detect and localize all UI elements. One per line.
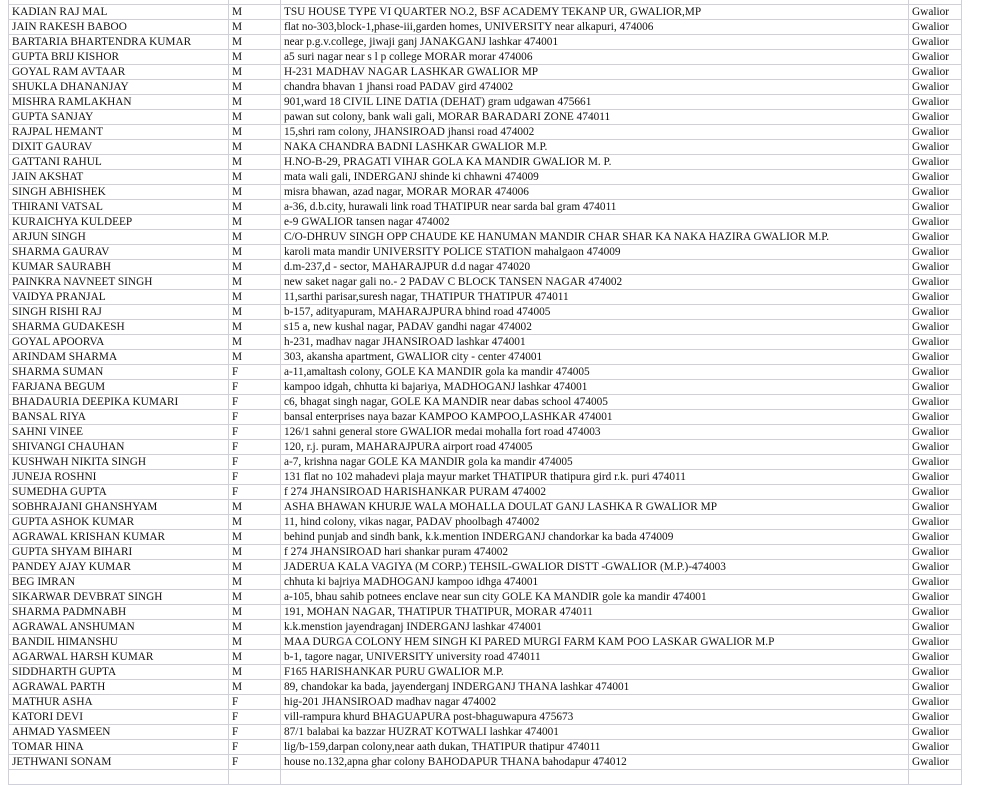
cell-name[interactable]: SIDDHARTH GUPTA — [9, 665, 229, 680]
cell-name[interactable]: AGRAWAL PARTH — [9, 680, 229, 695]
table-row — [9, 50, 962, 65]
table-row — [9, 485, 962, 500]
cell-gender[interactable]: F — [229, 470, 281, 485]
cell-name[interactable]: MATHUR ASHA — [9, 695, 229, 710]
cell-gender[interactable]: M — [229, 110, 281, 125]
cell-city[interactable]: Gwalior — [909, 620, 962, 635]
cell-address[interactable]: 11,sarthi parisar,suresh nagar, THATIPUR THATIPUR 474011 — [281, 290, 909, 305]
table-row — [9, 380, 962, 395]
cell-city[interactable]: Gwalior — [909, 650, 962, 665]
cell-address[interactable]: 126/1 sahni general store GWALIOR medai mohalla fort road 474003 — [281, 425, 909, 440]
cell-city[interactable]: Gwalior — [909, 275, 962, 290]
cell-name[interactable]: AHMAD YASMEEN — [9, 725, 229, 740]
cell-name[interactable]: BARTARIA BHARTENDRA KUMAR — [9, 35, 229, 50]
cell-gender[interactable]: M — [229, 185, 281, 200]
table-row — [9, 170, 962, 185]
cell-address[interactable]: e-9 GWALIOR tansen nagar 474002 — [281, 215, 909, 230]
cell-city[interactable]: Gwalior — [909, 290, 962, 305]
table-body — [9, 0, 962, 785]
cell-city[interactable]: Gwalior — [909, 365, 962, 380]
cell-city[interactable] — [909, 770, 962, 785]
cell-name[interactable]: VAIDYA PRANJAL — [9, 290, 229, 305]
cell-address[interactable]: chandra bhavan 1 jhansi road PADAV gird 474002 — [281, 80, 909, 95]
table-row — [9, 215, 962, 230]
cell-address[interactable]: d.m-237,d - sector, MAHARAJPUR d.d nagar 474020 — [281, 260, 909, 275]
table-row — [9, 230, 962, 245]
cell-name[interactable]: JAIN AKSHAT — [9, 170, 229, 185]
cell-name[interactable]: GOYAL RAM AVTAAR — [9, 65, 229, 80]
table-row — [9, 155, 962, 170]
cell-address[interactable]: pawan sut colony, bank wali gali, MORAR BARADARI ZONE 474011 — [281, 110, 909, 125]
cell-city[interactable]: Gwalior — [909, 515, 962, 530]
cell-city[interactable]: Gwalior — [909, 740, 962, 755]
cell-address[interactable]: a-7, krishna nagar GOLE KA MANDIR gola ka mandir 474005 — [281, 455, 909, 470]
cell-name[interactable]: SHIVANGI CHAUHAN — [9, 440, 229, 455]
cell-address[interactable]: a-105, bhau sahib potnees enclave near sun city GOLE KA MANDIR gole ka mandir 474001 — [281, 590, 909, 605]
table-row — [9, 275, 962, 290]
table-row — [9, 65, 962, 80]
cell-address[interactable]: new saket nagar gali no.- 2 PADAV C BLOCK TANSEN NAGAR 474002 — [281, 275, 909, 290]
cell-name[interactable]: SINGH ABHISHEK — [9, 185, 229, 200]
cell-gender[interactable]: F — [229, 725, 281, 740]
cell-gender[interactable]: M — [229, 290, 281, 305]
cell-name[interactable]: KUSHWAH NIKITA SINGH — [9, 455, 229, 470]
cell-address[interactable]: TSU HOUSE TYPE VI QUARTER NO.2, BSF ACADEMY TEKANP UR, GWALIOR,MP — [281, 5, 909, 20]
cell-city[interactable]: Gwalior — [909, 440, 962, 455]
table-row — [9, 245, 962, 260]
cell-city[interactable]: Gwalior — [909, 560, 962, 575]
cell-address[interactable]: H-231 MADHAV NAGAR LASHKAR GWALIOR MP — [281, 65, 909, 80]
cell-city[interactable]: Gwalior — [909, 185, 962, 200]
cell-city[interactable]: Gwalior — [909, 200, 962, 215]
cell-name[interactable]: GOYAL APOORVA — [9, 335, 229, 350]
cell-gender[interactable]: F — [229, 380, 281, 395]
cell-name[interactable]: AGARWAL HARSH KUMAR — [9, 650, 229, 665]
table-row — [9, 125, 962, 140]
cell-gender[interactable]: F — [229, 485, 281, 500]
table-row — [9, 335, 962, 350]
cell-gender[interactable]: F — [229, 425, 281, 440]
cell-name[interactable]: PAINKRA NAVNEET SINGH — [9, 275, 229, 290]
cell-gender[interactable]: M — [229, 575, 281, 590]
table-row — [9, 740, 962, 755]
cell-city[interactable]: Gwalior — [909, 35, 962, 50]
cell-gender[interactable]: F — [229, 740, 281, 755]
cell-city[interactable]: Gwalior — [909, 665, 962, 680]
table-row — [9, 260, 962, 275]
cell-city[interactable]: Gwalior — [909, 170, 962, 185]
cell-gender[interactable]: F — [229, 695, 281, 710]
cell-gender[interactable]: M — [229, 335, 281, 350]
cell-gender[interactable]: M — [229, 530, 281, 545]
cell-address[interactable]: 120, r.j. puram, MAHARAJPURA airport road 474005 — [281, 440, 909, 455]
table-row — [9, 185, 962, 200]
cell-gender[interactable]: M — [229, 605, 281, 620]
cell-name[interactable]: TOMAR HINA — [9, 740, 229, 755]
cell-gender[interactable]: M — [229, 35, 281, 50]
table-row — [9, 455, 962, 470]
cell-city[interactable]: Gwalior — [909, 140, 962, 155]
cell-city[interactable]: Gwalior — [909, 305, 962, 320]
cell-address[interactable]: misra bhawan, azad nagar, MORAR MORAR 474006 — [281, 185, 909, 200]
table-row — [9, 575, 962, 590]
cell-city[interactable]: Gwalior — [909, 455, 962, 470]
table-row — [9, 110, 962, 125]
cell-address[interactable]: behind punjab and sindh bank, k.k.mention INDERGANJ chandorkar ka bada 474009 — [281, 530, 909, 545]
cell-city[interactable]: Gwalior — [909, 545, 962, 560]
cell-name[interactable]: SHARMA GAURAV — [9, 245, 229, 260]
cell-gender[interactable]: M — [229, 125, 281, 140]
table-row — [9, 725, 962, 740]
cell-city[interactable]: Gwalior — [909, 155, 962, 170]
cell-name[interactable]: SIKARWAR DEVBRAT SINGH — [9, 590, 229, 605]
cell-gender[interactable]: M — [229, 680, 281, 695]
cell-city[interactable]: Gwalior — [909, 710, 962, 725]
cell-city[interactable]: Gwalior — [909, 395, 962, 410]
cell-name[interactable]: GUPTA BRIJ KISHOR — [9, 50, 229, 65]
table-row — [9, 590, 962, 605]
cell-city[interactable]: Gwalior — [909, 410, 962, 425]
cell-name[interactable]: AGRAWAL ANSHUMAN — [9, 620, 229, 635]
cell-name[interactable]: ARINDAM SHARMA — [9, 350, 229, 365]
cell-address[interactable]: mata wali gali, INDERGANJ shinde ki chhawni 474009 — [281, 170, 909, 185]
cell-address[interactable]: c6, bhagat singh nagar, GOLE KA MANDIR near dabas school 474005 — [281, 395, 909, 410]
cell-name[interactable]: KUMAR SAURABH — [9, 260, 229, 275]
cell-gender[interactable]: F — [229, 395, 281, 410]
table-row — [9, 440, 962, 455]
cell-gender[interactable]: M — [229, 650, 281, 665]
cell-address[interactable]: H.NO-B-29, PRAGATI VIHAR GOLA KA MANDIR GWALIOR M. P. — [281, 155, 909, 170]
cell-gender[interactable]: M — [229, 215, 281, 230]
cell-address[interactable]: h-231, madhav nagar JHANSIROAD lashkar 474001 — [281, 335, 909, 350]
table-row — [9, 470, 962, 485]
cell-city[interactable]: Gwalior — [909, 245, 962, 260]
cell-city[interactable]: Gwalior — [909, 635, 962, 650]
cell-address[interactable]: NAKA CHANDRA BADNI LASHKAR GWALIOR M.P. — [281, 140, 909, 155]
cell-name[interactable]: SINGH RISHI RAJ — [9, 305, 229, 320]
cell-gender[interactable]: M — [229, 305, 281, 320]
cell-city[interactable]: Gwalior — [909, 110, 962, 125]
table-row — [9, 200, 962, 215]
table-row — [9, 620, 962, 635]
cell-name[interactable]: THIRANI VATSAL — [9, 200, 229, 215]
cell-name[interactable]: AGRAWAL KRISHAN KUMAR — [9, 530, 229, 545]
cell-name[interactable]: SHARMA SUMAN — [9, 365, 229, 380]
cell-address[interactable]: F165 HARISHANKAR PURU GWALIOR M.P. — [281, 665, 909, 680]
cell-city[interactable]: Gwalior — [909, 590, 962, 605]
cell-address[interactable]: f 274 JHANSIROAD hari shankar puram 474002 — [281, 545, 909, 560]
table-row — [9, 305, 962, 320]
cell-gender[interactable]: F — [229, 410, 281, 425]
cell-name[interactable]: SUMEDHA GUPTA — [9, 485, 229, 500]
cell-address[interactable]: MAA DURGA COLONY HEM SINGH KI PARED MURGI FARM KAM POO LASKAR GWALIOR M.P — [281, 635, 909, 650]
cell-gender[interactable]: M — [229, 20, 281, 35]
cell-name[interactable]: BANDIL HIMANSHU — [9, 635, 229, 650]
cell-address[interactable]: 89, chandokar ka bada, jayenderganj INDERGANJ THANA lashkar 474001 — [281, 680, 909, 695]
cell-city[interactable]: Gwalior — [909, 65, 962, 80]
cell-name[interactable]: JAIN RAKESH BABOO — [9, 20, 229, 35]
cell-city[interactable]: Gwalior — [909, 530, 962, 545]
table-row — [9, 500, 962, 515]
cell-gender[interactable]: M — [229, 635, 281, 650]
cell-gender[interactable]: M — [229, 80, 281, 95]
cell-name[interactable]: GUPTA ASHOK KUMAR — [9, 515, 229, 530]
table-row — [9, 20, 962, 35]
table-row — [9, 395, 962, 410]
table-row — [9, 695, 962, 710]
cell-address[interactable]: 303, akansha apartment, GWALIOR city - center 474001 — [281, 350, 909, 365]
cell-gender[interactable]: M — [229, 590, 281, 605]
table-row — [9, 755, 962, 770]
table-row — [9, 365, 962, 380]
cell-address[interactable]: bansal enterprises naya bazar KAMPOO KAMPOO,LASHKAR 474001 — [281, 410, 909, 425]
cell-address[interactable]: hig-201 JHANSIROAD madhav nagar 474002 — [281, 695, 909, 710]
cell-gender[interactable]: M — [229, 500, 281, 515]
cell-city[interactable]: Gwalior — [909, 380, 962, 395]
cell-gender[interactable]: M — [229, 260, 281, 275]
cell-gender[interactable]: M — [229, 245, 281, 260]
cell-city[interactable]: Gwalior — [909, 125, 962, 140]
cell-gender[interactable]: M — [229, 515, 281, 530]
cell-gender[interactable]: M — [229, 560, 281, 575]
cell-name[interactable] — [9, 770, 229, 785]
cell-city[interactable]: Gwalior — [909, 320, 962, 335]
cell-city[interactable]: Gwalior — [909, 335, 962, 350]
table-row — [9, 410, 962, 425]
cell-gender[interactable]: M — [229, 170, 281, 185]
cell-gender[interactable]: M — [229, 200, 281, 215]
cell-gender[interactable]: M — [229, 95, 281, 110]
cell-name[interactable]: KURAICHYA KULDEEP — [9, 215, 229, 230]
cell-city[interactable]: Gwalior — [909, 605, 962, 620]
table-row — [9, 350, 962, 365]
cell-name[interactable]: KADIAN RAJ MAL — [9, 5, 229, 20]
cell-name[interactable]: JUNEJA ROSHNI — [9, 470, 229, 485]
cell-city[interactable]: Gwalior — [909, 470, 962, 485]
cell-city[interactable]: Gwalior — [909, 485, 962, 500]
cell-name[interactable]: SHARMA PADMNABH — [9, 605, 229, 620]
cell-city[interactable]: Gwalior — [909, 95, 962, 110]
spreadsheet-table — [8, 0, 962, 785]
cell-gender[interactable] — [229, 770, 281, 785]
table-row — [9, 320, 962, 335]
table-row — [9, 530, 962, 545]
cell-address[interactable]: a5 suri nagar near s l p college MORAR morar 474006 — [281, 50, 909, 65]
cell-address[interactable]: 131 flat no 102 mahadevi plaja mayur market THATIPUR thatipura gird r.k. puri 474011 — [281, 470, 909, 485]
cell-gender[interactable]: M — [229, 545, 281, 560]
cell-gender[interactable]: M — [229, 140, 281, 155]
cell-address[interactable]: vill-rampura khurd BHAGUAPURA post-bhaguwapura 475673 — [281, 710, 909, 725]
cell-city[interactable]: Gwalior — [909, 80, 962, 95]
cell-gender[interactable]: F — [229, 365, 281, 380]
cell-address[interactable]: flat no-303,block-1,phase-iii,garden homes, UNIVERSITY near alkapuri, 474006 — [281, 20, 909, 35]
cell-city[interactable]: Gwalior — [909, 755, 962, 770]
table-row — [9, 650, 962, 665]
table-row — [9, 515, 962, 530]
table-row — [9, 35, 962, 50]
cell-address[interactable]: ASHA BHAWAN KHURJE WALA MOHALLA DOULAT GANJ LASHKA R GWALIOR MP — [281, 500, 909, 515]
cell-name[interactable]: JETHWANI SONAM — [9, 755, 229, 770]
cell-gender[interactable]: M — [229, 65, 281, 80]
table-row — [9, 140, 962, 155]
cell-city[interactable]: Gwalior — [909, 425, 962, 440]
cell-address[interactable]: f 274 JHANSIROAD HARISHANKAR PURAM 474002 — [281, 485, 909, 500]
cell-gender[interactable]: M — [229, 230, 281, 245]
cell-name[interactable]: MISHRA RAMLAKHAN — [9, 95, 229, 110]
cell-name[interactable]: RAJPAL HEMANT — [9, 125, 229, 140]
table-row — [9, 770, 962, 785]
cell-name[interactable]: BEG IMRAN — [9, 575, 229, 590]
cell-address[interactable]: 15,shri ram colony, JHANSIROAD jhansi road 474002 — [281, 125, 909, 140]
table-row — [9, 545, 962, 560]
cell-city[interactable]: Gwalior — [909, 680, 962, 695]
cell-gender[interactable]: M — [229, 320, 281, 335]
cell-address[interactable] — [281, 770, 909, 785]
cell-address[interactable]: house no.132,apna ghar colony BAHODAPUR THANA bahodapur 474012 — [281, 755, 909, 770]
cell-city[interactable]: Gwalior — [909, 5, 962, 20]
cell-city[interactable]: Gwalior — [909, 575, 962, 590]
cell-gender[interactable]: M — [229, 155, 281, 170]
cell-gender[interactable]: M — [229, 5, 281, 20]
cell-address[interactable]: near p.g.v.college, jiwaji ganj JANAKGANJ lashkar 474001 — [281, 35, 909, 50]
cell-name[interactable]: GUPTA SANJAY — [9, 110, 229, 125]
cell-address[interactable]: 901,ward 18 CIVIL LINE DATIA (DEHAT) gram udgawan 475661 — [281, 95, 909, 110]
cell-gender[interactable]: M — [229, 665, 281, 680]
table-row — [9, 680, 962, 695]
cell-name[interactable]: SHUKLA DHANANJAY — [9, 80, 229, 95]
cell-gender[interactable]: M — [229, 50, 281, 65]
cell-gender[interactable]: M — [229, 350, 281, 365]
cell-gender[interactable]: M — [229, 620, 281, 635]
cell-name[interactable]: SOBHRAJANI GHANSHYAM — [9, 500, 229, 515]
cell-name[interactable]: BANSAL RIYA — [9, 410, 229, 425]
cell-address[interactable]: s15 a, new kushal nagar, PADAV gandhi nagar 474002 — [281, 320, 909, 335]
cell-name[interactable]: SAHNI VINEE — [9, 425, 229, 440]
cell-gender[interactable]: F — [229, 755, 281, 770]
cell-name[interactable]: KATORI DEVI — [9, 710, 229, 725]
cell-name[interactable]: BHADAURIA DEEPIKA KUMARI — [9, 395, 229, 410]
table-row — [9, 290, 962, 305]
table-row — [9, 425, 962, 440]
cell-address[interactable]: k.k.menstion jayendraganj INDERGANJ lashkar 474001 — [281, 620, 909, 635]
cell-name[interactable]: FARJANA BEGUM — [9, 380, 229, 395]
cell-city[interactable]: Gwalior — [909, 50, 962, 65]
cell-city[interactable]: Gwalior — [909, 20, 962, 35]
cell-address[interactable]: b-1, tagore nagar, UNIVERSITY university road 474011 — [281, 650, 909, 665]
cell-city[interactable]: Gwalior — [909, 350, 962, 365]
cell-address[interactable]: kampoo idgah, chhutta ki bajariya, MADHOGANJ lashkar 474001 — [281, 380, 909, 395]
cell-address[interactable]: C/O-DHRUV SINGH OPP CHAUDE KE HANUMAN MANDIR CHAR SHAR KA NAKA HAZIRA GWALIOR M.P. — [281, 230, 909, 245]
table-row — [9, 605, 962, 620]
cell-address[interactable]: b-157, adityapuram, MAHARAJPURA bhind road 474005 — [281, 305, 909, 320]
cell-city[interactable]: Gwalior — [909, 500, 962, 515]
cell-city[interactable]: Gwalior — [909, 725, 962, 740]
cell-address[interactable]: lig/b-159,darpan colony,near aath dukan, THATIPUR thatipur 474011 — [281, 740, 909, 755]
cell-address[interactable]: JADERUA KALA VAGIYA (M CORP.) TEHSIL-GWALIOR DISTT -GWALIOR (M.P.)-474003 — [281, 560, 909, 575]
cell-city[interactable]: Gwalior — [909, 260, 962, 275]
cell-address[interactable]: 87/1 balabai ka bazzar HUZRAT KOTWALI lashkar 474001 — [281, 725, 909, 740]
table-row — [9, 635, 962, 650]
cell-gender[interactable]: F — [229, 440, 281, 455]
cell-name[interactable]: GATTANI RAHUL — [9, 155, 229, 170]
cell-address[interactable]: chhuta ki bajriya MADHOGANJ kampoo idhga 474001 — [281, 575, 909, 590]
cell-name[interactable]: PANDEY AJAY KUMAR — [9, 560, 229, 575]
table-row — [9, 5, 962, 20]
cell-gender[interactable]: M — [229, 275, 281, 290]
cell-city[interactable]: Gwalior — [909, 230, 962, 245]
cell-name[interactable]: ARJUN SINGH — [9, 230, 229, 245]
cell-name[interactable]: DIXIT GAURAV — [9, 140, 229, 155]
cell-gender[interactable]: F — [229, 710, 281, 725]
cell-gender[interactable]: F — [229, 455, 281, 470]
cell-address[interactable]: a-11,amaltash colony, GOLE KA MANDIR gola ka mandir 474005 — [281, 365, 909, 380]
cell-address[interactable]: 11, hind colony, vikas nagar, PADAV phoolbagh 474002 — [281, 515, 909, 530]
table-row — [9, 560, 962, 575]
table-row — [9, 80, 962, 95]
cell-address[interactable]: 191, MOHAN NAGAR, THATIPUR THATIPUR, MORAR 474011 — [281, 605, 909, 620]
cell-city[interactable]: Gwalior — [909, 215, 962, 230]
cell-name[interactable]: GUPTA SHYAM BIHARI — [9, 545, 229, 560]
cell-city[interactable]: Gwalior — [909, 695, 962, 710]
table-row — [9, 710, 962, 725]
table-row — [9, 95, 962, 110]
cell-address[interactable]: a-36, d.b.city, hurawali link road THATIPUR near sarda bal gram 474011 — [281, 200, 909, 215]
cell-name[interactable]: SHARMA GUDAKESH — [9, 320, 229, 335]
cell-address[interactable]: karoli mata mandir UNIVERSITY POLICE STATION mahalgaon 474009 — [281, 245, 909, 260]
table-row — [9, 665, 962, 680]
